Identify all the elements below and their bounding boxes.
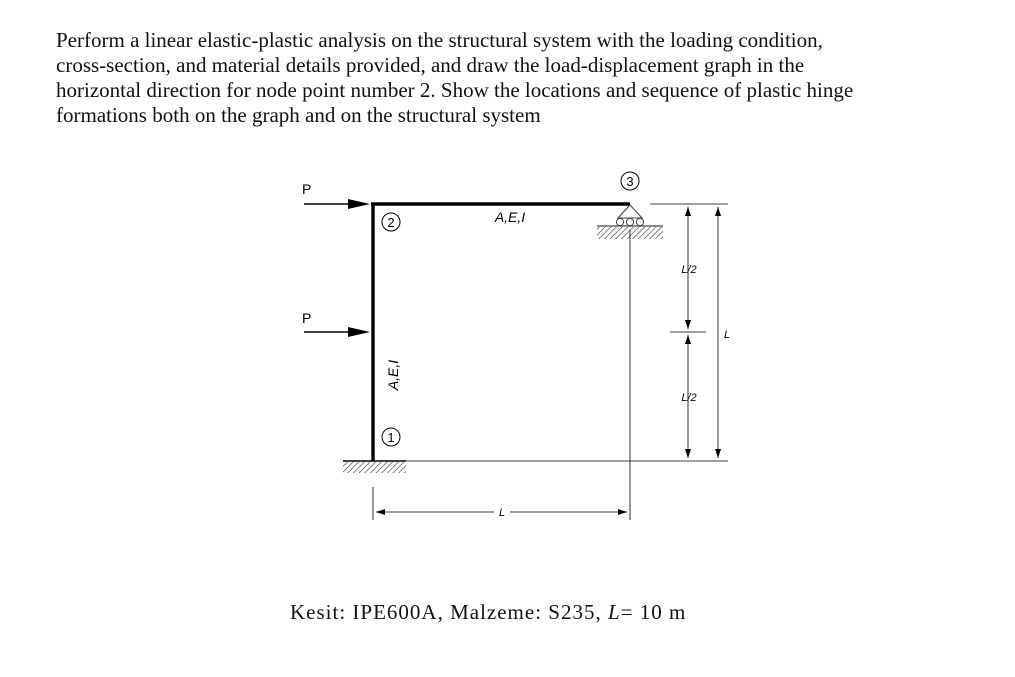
dim-upper-label: L/2 (681, 264, 697, 276)
dim-total-label: L (724, 329, 731, 341)
node-3-label: 3 (626, 174, 634, 189)
load-label-top: P (302, 181, 312, 197)
problem-line: horizontal direction for node point number 2. Show the locations and sequence of plastic hinge (56, 78, 854, 102)
node-1-marker (382, 428, 400, 446)
load-label-mid: P (302, 310, 312, 326)
caption-prefix: Kesit: IPE600A, Malzeme: S235, (290, 600, 608, 624)
problem-line: Perform a linear elastic-plastic analysis on the structural system with the loading condition, (56, 28, 823, 52)
node-2-label: 2 (387, 215, 395, 230)
dim-lower-label: L/2 (681, 392, 697, 404)
section-material-caption (290, 600, 686, 625)
node-3-marker (621, 172, 639, 190)
problem-line: cross-section, and material details provided, and draw the load-displacement graph in the (56, 53, 805, 77)
fixed-support (343, 461, 406, 473)
dim-total-height (715, 207, 721, 458)
node-1-label: 1 (387, 430, 395, 445)
beam-label: A,E,I (494, 209, 526, 225)
dim-span-label: L (498, 507, 506, 519)
caption-suffix: = 10 m (620, 600, 687, 624)
caption-var: L (607, 600, 621, 624)
column-label: A,E,I (385, 359, 401, 391)
problem-line: formations both on the graph and on the structural system (56, 103, 541, 127)
load-arrow-mid (304, 327, 370, 337)
node-2-marker (382, 213, 400, 231)
extension-lines (373, 204, 731, 520)
load-arrow-top (304, 199, 370, 209)
